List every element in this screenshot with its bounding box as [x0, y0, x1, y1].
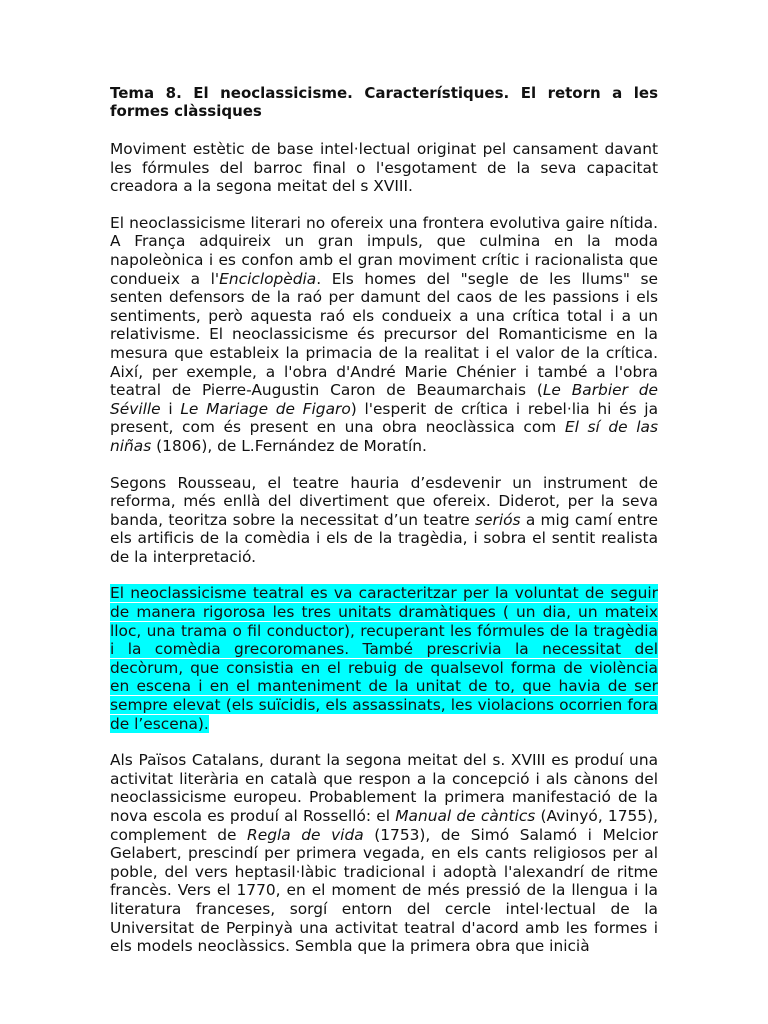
highlighted-text: El neoclassicisme teatral es va caracteritzar per la voluntat de seguir de manera rigorosa les tres unitats dramàtiques ( un dia, un mateix lloc, una trama o fil conductor), recuperant les fórmules de la tragèdia i la comèdia grecoromanes. També prescrivia la necessitat del decòrum, que consistia en el rebuig de qualsevol forma de violència en escena i en el manteniment de la unitat de to, que havia de ser sempre elevat (els suïcidis, els assassinats, les violacions ocorrien fora de l’escena).: [110, 584, 658, 733]
italic-title-el-si: El sí de las niñas: [110, 418, 659, 455]
paragraph-2-text-a: El neoclassicisme literari no ofereix una frontera evolutiva gaire nítida. A França adquireix un gran impuls, que culmina en la moda napoleònica i es confon amb el gran moviment crític i racionalista que condueix a l': [110, 213, 658, 288]
paragraph-5: [110, 751, 658, 956]
paragraph-2-text-i: (1806), de L.Fernández de Moratín.: [151, 436, 427, 455]
paragraph-5-text-a: Als Països Catalans, durant la segona meitat del s. XVIII es produí una activitat literària en català que respon a la concepció i als cànons del neoclassicisme europeu. Probablement la primera manifestació de la nova escola es produí al Rosselló: el: [110, 751, 658, 825]
paragraph-2-text-g: ) l'esperit de crítica i rebel·lia hi és ja present, com és present en una obra neoclàssica com: [110, 399, 659, 437]
paragraph-2-text-c: . Els homes del "segle de les llums" se senten defensors de la raó per damunt del caos de les passions i els sentiments, però aquesta raó els condueix a una crítica total i a un relativisme. El neoclassicisme és precursor del Romanticisme en la mesura que estableix la primacia de la realitat i el valor de la crítica. Així, per exemple, a l'obra d'André Marie Chénier i també a l'obra teatral de Pierre-Augustin Caron de Beaumarchais (: [110, 269, 659, 400]
italic-title-regla: Regla de vida: [247, 825, 364, 844]
italic-title-manual: Manual de càntics: [395, 807, 536, 825]
paragraph-3-text-a: Segons Rousseau, el teatre hauria d’esdevenir un instrument de reforma, més enllà del divertiment que ofereix. Diderot, per la seva banda, teoritza sobre la necessitat d’un teatre: [110, 473, 658, 529]
italic-title-enciclopedia: Enciclopèdia: [219, 269, 317, 288]
paragraph-4-highlighted: [110, 584, 658, 733]
document-body: [110, 84, 658, 956]
paragraph-2-text-e: i: [160, 399, 181, 418]
document-title: Tema 8. El neoclassicisme. Característiques. El retorn a les formes clàssiques: [110, 84, 658, 120]
paragraph-2: [110, 214, 658, 456]
paragraph-3: [110, 474, 658, 567]
paragraph-1: Moviment estètic de base intel·lectual originat pel cansament davant les fórmules del barroc final o l'esgotament de la seva capacitat creadora a la segona meitat del s XVIII.: [110, 140, 658, 196]
paragraph-5-text-e: (1753), de Simó Salamó i Melcior Gelabert, prescindí per primera vegada, en els cants religiosos per al poble, del vers heptasil·làbic tradicional i adoptà l'alexandrí de ritme francès. Vers el 1770, en el moment de més pressió de la llengua i la literatura franceses, sorgí entorn del cercle intel·lectual de la Universitat de Perpinyà una activitat teatral d'acord amb les formes i els models neoclàssics. Sembla que la primera obra que inicià: [110, 825, 658, 956]
italic-title-mariage: Le Mariage de Figaro: [180, 399, 351, 418]
paragraph-3-text-c: a mig camí entre els artificis de la comèdia i els de la tragèdia, i sobra el sentit realista de la interpretació.: [110, 510, 659, 566]
italic-word-serios: seriós: [475, 510, 521, 529]
italic-title-barbier: Le Barbier de Séville: [110, 381, 658, 418]
paragraph-5-text-c: (Avinyó, 1755), complement de: [110, 807, 658, 844]
